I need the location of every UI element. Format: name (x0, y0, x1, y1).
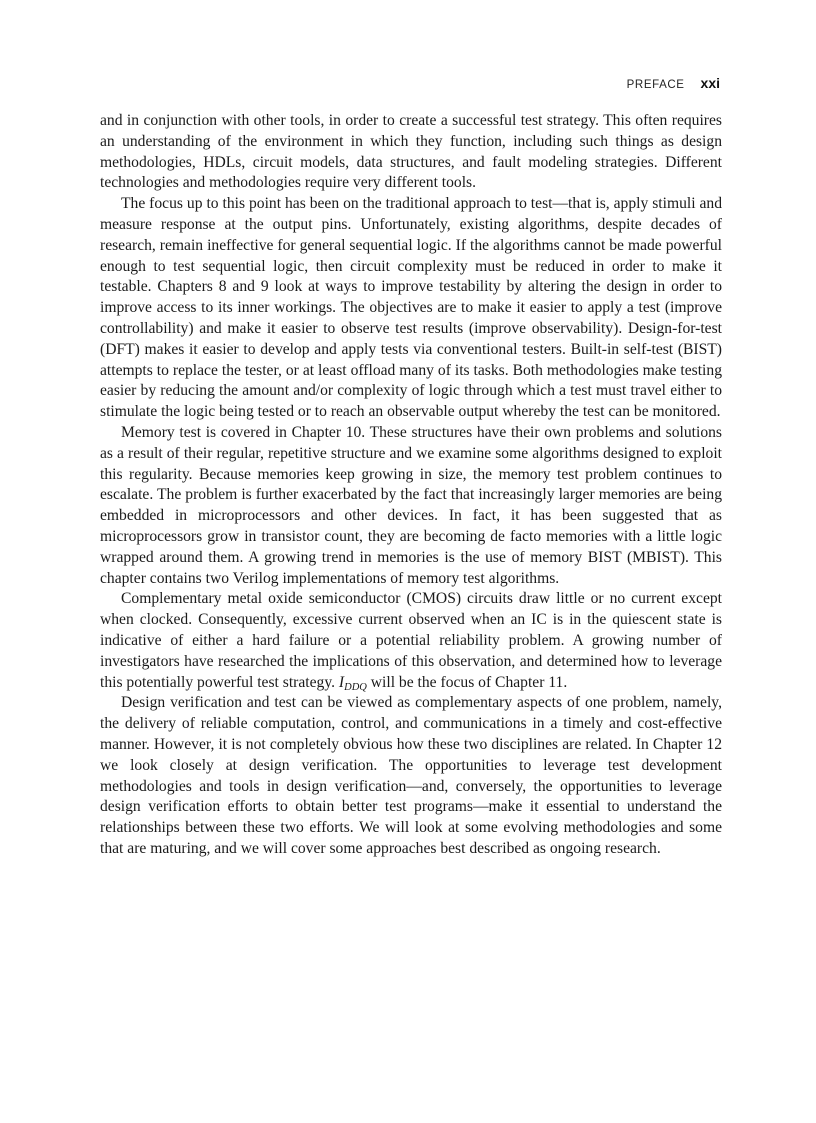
running-head (627, 75, 720, 91)
paragraph-iddq-text: Complementary metal oxide semiconductor (CMOS) circuits draw little or no current except when clocked. Consequently, excessive current observed when an IC is in the quiescent state is indicative of either a hard failure or a potential reliability problem. A growing number of investigators have researched the implications of this observation, and determined how to leverage this potentially powerful test strategy. (100, 590, 722, 691)
page-number: xxi (700, 75, 720, 91)
paragraph-dft-bist: The focus up to this point has been on the traditional approach to test—that is, apply stimuli and measure response at the output pins. Unfortunately, existing algorithms, despite decades of research, remain ineffective for general sequential logic. If the algorithms cannot be made powerful enough to test sequential logic, then circuit complexity must be reduced in order to make it testable. Chapters 8 and 9 look at ways to improve testability by altering the design in order to improve access to its inner workings. The objectives are to make it easier to apply a test (improve controllability) and make it easier to observe test results (improve observability). Design-for-test (DFT) makes it easier to develop and apply tests via conventional testers. Built-in self-test (BIST) attempts to replace the tester, or at least offload many of its tasks. Both methodologies make testing easier by reducing the amount and/or complexity of logic through which a test must travel either to stimulate the logic being tested or to reach an observable output whereby the test can be monitored. (100, 195, 722, 421)
iddq-term-subscript: DDQ (344, 681, 367, 693)
body-text (100, 111, 722, 860)
paragraph-memory-test: Memory test is covered in Chapter 10. These structures have their own problems and solutions as a result of their regular, repetitive structure and we examine some algorithms designed to exploit this regularity. Because memories keep growing in size, the memory test problem continues to escalate. The problem is further exacerbated by the fact that increasingly larger memories are being embedded in microprocessors and other devices. In fact, it has been suggested that as microprocessors grow in transistor count, they are becoming de facto memories with a little logic wrapped around them. A growing trend in memories is the use of memory BIST (MBIST). This chapter contains two Verilog implementations of memory test algorithms. (100, 423, 722, 587)
paragraph-iddq (100, 589, 722, 693)
paragraph-design-verification: Design verification and test can be viewed as complementary aspects of one problem, namely, the delivery of reliable computation, control, and communications in a timely and cost-effective manner. However, it is not completely obvious how these two disciplines are related. In Chapter 12 we look closely at design verification. The opportunities to leverage test development methodologies and tools in design verification—and, conversely, the opportunities to leverage design verification efforts to obtain better test programs—make it essential to understand the relationships between these two efforts. We will look at some evolving methodologies and some that are maturing, and we will cover some approaches best described as ongoing research. (100, 694, 722, 857)
paragraph-continuation: and in conjunction with other tools, in order to create a successful test strategy. This often requires an understanding of the environment in which they function, including such things as design methodologies, HDLs, circuit models, data structures, and fault modeling strategies. Different technologies and methodologies require very different tools. (100, 112, 722, 192)
running-head-section: PREFACE (626, 79, 685, 91)
iddq-term-base: I (338, 673, 345, 691)
iddq-term (339, 674, 367, 691)
paragraph-iddq-tail: will be the focus of Chapter 11. (366, 673, 568, 691)
